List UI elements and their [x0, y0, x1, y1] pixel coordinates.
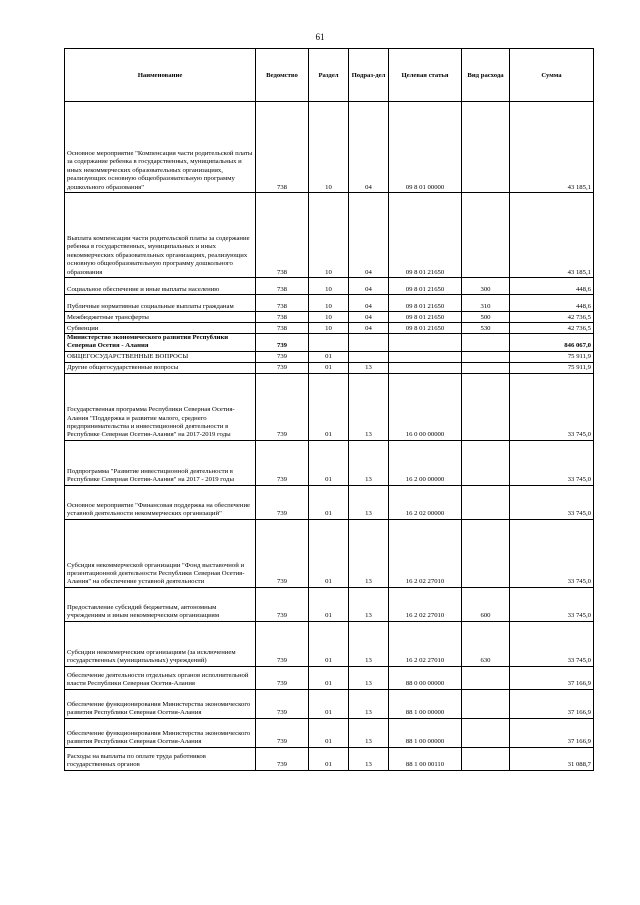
table-cell-expense-type: [462, 373, 510, 440]
table-cell-amount: 37 166,9: [510, 718, 594, 747]
header-dept: Ведомство: [256, 49, 309, 102]
table-row: [65, 519, 594, 587]
page-number: 61: [315, 32, 325, 42]
table-cell-subsection: 04: [349, 323, 389, 334]
table-cell-name: Межбюджетные трансферты: [65, 312, 256, 323]
table-cell-article: 16 2 00 00000: [389, 440, 462, 485]
table-cell-article: 09 8 01 21650: [389, 193, 462, 278]
table-cell-section: 01: [309, 747, 349, 770]
table-cell-name: Субвенции: [65, 323, 256, 334]
table-cell-section: 01: [309, 440, 349, 485]
table-cell-subsection: [349, 334, 389, 352]
table-cell-expense-type: 300: [462, 278, 510, 295]
table-cell-section: 01: [309, 362, 349, 373]
table-cell-expense-type: 530: [462, 323, 510, 334]
table-cell-dept: 739: [256, 621, 309, 666]
table-cell-dept: 739: [256, 689, 309, 718]
table-cell-amount: 43 185,1: [510, 102, 594, 193]
table-row: [65, 747, 594, 770]
table-cell-amount: 33 745,0: [510, 373, 594, 440]
table-cell-name: Обеспечение деятельности отдельных органов исполнительной власти Республики Северная Осетия-Алания: [65, 666, 256, 689]
table-cell-dept: 739: [256, 334, 309, 352]
table-cell-section: 01: [309, 718, 349, 747]
table-cell-expense-type: [462, 440, 510, 485]
table-cell-name: Другие общегосударственные вопросы: [65, 362, 256, 373]
table-cell-amount: 37 166,9: [510, 666, 594, 689]
table-cell-amount: 37 166,9: [510, 689, 594, 718]
table-cell-article: 16 2 02 27010: [389, 621, 462, 666]
table-cell-name: ОБЩЕГОСУДАРСТВЕННЫЕ ВОПРОСЫ: [65, 351, 256, 362]
table-row: [65, 362, 594, 373]
table-cell-article: 09 8 01 21650: [389, 312, 462, 323]
table-cell-expense-type: [462, 747, 510, 770]
table-row: [65, 587, 594, 621]
table-cell-article: [389, 351, 462, 362]
table-cell-expense-type: [462, 485, 510, 519]
table-cell-section: 01: [309, 351, 349, 362]
table-cell-section: 01: [309, 666, 349, 689]
table-row: [65, 689, 594, 718]
table-cell-name: Обеспечение функционирования Министерства экономического развития Республики Северная Осетия-Алания: [65, 689, 256, 718]
table-row: [65, 193, 594, 278]
header-expense-type: Вид расхода: [462, 49, 510, 102]
table-header-row: [65, 49, 594, 102]
table-cell-amount: 33 745,0: [510, 587, 594, 621]
table-row: [65, 485, 594, 519]
table-row: [65, 334, 594, 352]
table-cell-name: Расходы на выплаты по оплате труда работников государственных органов: [65, 747, 256, 770]
table-cell-article: 16 2 02 00000: [389, 485, 462, 519]
table-cell-dept: 739: [256, 718, 309, 747]
table-cell-subsection: 04: [349, 193, 389, 278]
budget-table: [64, 48, 594, 771]
table-cell-expense-type: 630: [462, 621, 510, 666]
table-cell-dept: 739: [256, 362, 309, 373]
table-cell-section: 01: [309, 587, 349, 621]
table-cell-name: Основное мероприятие "Компенсация части родительской платы за содержание ребенка в государственных, муниципальных и иных некоммерческих образовательных организациях, реализующих основную общеобразовательную программу дошкольного образования": [65, 102, 256, 193]
table-cell-expense-type: [462, 519, 510, 587]
table-cell-amount: 75 911,9: [510, 362, 594, 373]
table-cell-section: 01: [309, 689, 349, 718]
table-row: [65, 373, 594, 440]
table-cell-article: 16 0 00 00000: [389, 373, 462, 440]
header-name: Наименование: [65, 49, 256, 102]
table-cell-article: 16 2 02 27010: [389, 519, 462, 587]
table-cell-subsection: 13: [349, 485, 389, 519]
table-row: [65, 312, 594, 323]
table-cell-amount: 33 745,0: [510, 621, 594, 666]
table-cell-dept: 738: [256, 312, 309, 323]
table-cell-expense-type: [462, 102, 510, 193]
table-cell-subsection: 13: [349, 621, 389, 666]
table-cell-name: Обеспечение функционирования Министерства экономического развития Республики Северная Осетия-Алания: [65, 718, 256, 747]
table-cell-section: 10: [309, 102, 349, 193]
table-cell-article: 09 8 01 21650: [389, 295, 462, 312]
table-cell-subsection: 04: [349, 278, 389, 295]
table-cell-section: 01: [309, 373, 349, 440]
table-cell-dept: 739: [256, 519, 309, 587]
table-cell-section: 10: [309, 323, 349, 334]
table-cell-amount: 33 745,0: [510, 440, 594, 485]
table-cell-dept: 738: [256, 102, 309, 193]
table-cell-subsection: 13: [349, 362, 389, 373]
table-cell-article: 88 0 00 00000: [389, 666, 462, 689]
table-cell-section: 10: [309, 278, 349, 295]
table-cell-name: Выплата компенсации части родительской платы за содержание ребенка в государственных, муниципальных и иных некоммерческих образовательных организациях, реализующих основную общеобразовательную программу дошкольного образования: [65, 193, 256, 278]
table-cell-name: Социальное обеспечение и иные выплаты населению: [65, 278, 256, 295]
header-subsection: Подраз-дел: [349, 49, 389, 102]
table-cell-expense-type: [462, 718, 510, 747]
table-cell-article: [389, 334, 462, 352]
table-cell-name: Министерство экономического развития Республики Северная Осетия - Алания: [65, 334, 256, 352]
table-cell-name: Государственная программа Республики Северная Осетия-Алания "Поддержка и развитие малого, среднего предпринимательства и инвестиционной деятельности в Республике Северная Осетия-Алания" на 2017-2019 годы: [65, 373, 256, 440]
table-cell-section: 10: [309, 193, 349, 278]
table-cell-dept: 739: [256, 351, 309, 362]
table-row: [65, 295, 594, 312]
table-cell-article: 09 8 01 21650: [389, 323, 462, 334]
table-cell-subsection: 13: [349, 718, 389, 747]
table-cell-subsection: 13: [349, 747, 389, 770]
table-cell-name: Подпрограмма "Развитие инвестиционной деятельности в Республике Северная Осетия-Алания" на 2017 - 2019 годы: [65, 440, 256, 485]
table-cell-expense-type: [462, 351, 510, 362]
table-cell-section: [309, 334, 349, 352]
table-cell-dept: 739: [256, 440, 309, 485]
table-cell-expense-type: [462, 334, 510, 352]
table-cell-subsection: 04: [349, 102, 389, 193]
table-cell-amount: 448,6: [510, 278, 594, 295]
table-cell-section: 01: [309, 485, 349, 519]
table-cell-amount: 43 185,1: [510, 193, 594, 278]
table-cell-section: 01: [309, 621, 349, 666]
table-cell-amount: 42 736,5: [510, 312, 594, 323]
table-cell-amount: 42 736,5: [510, 323, 594, 334]
table-cell-article: 88 1 00 00000: [389, 718, 462, 747]
table-row: [65, 351, 594, 362]
table-cell-subsection: 13: [349, 666, 389, 689]
table-cell-article: 88 1 00 00000: [389, 689, 462, 718]
table-row: [65, 440, 594, 485]
table-cell-expense-type: [462, 193, 510, 278]
table-cell-article: 16 2 02 27010: [389, 587, 462, 621]
table-cell-subsection: 13: [349, 689, 389, 718]
table-cell-subsection: 13: [349, 440, 389, 485]
table-cell-amount: 31 088,7: [510, 747, 594, 770]
table-cell-section: 01: [309, 519, 349, 587]
table-cell-name: Субсидия некоммерческой организации "Фонд выставочной и презентационной деятельности Республики Северная Осетия-Алания" на обеспечение уставной деятельности: [65, 519, 256, 587]
table-cell-subsection: 13: [349, 587, 389, 621]
table-cell-amount: 75 911,9: [510, 351, 594, 362]
table-row: [65, 666, 594, 689]
table-cell-amount: 846 067,0: [510, 334, 594, 352]
table-cell-name: Предоставление субсидий бюджетным, автономным учреждениям и иным некоммерческим организациям: [65, 587, 256, 621]
table-cell-section: 10: [309, 312, 349, 323]
table-cell-dept: 739: [256, 666, 309, 689]
table-cell-dept: 739: [256, 587, 309, 621]
table-cell-amount: 448,6: [510, 295, 594, 312]
table-cell-subsection: [349, 351, 389, 362]
table-cell-dept: 739: [256, 485, 309, 519]
table-cell-amount: 33 745,0: [510, 519, 594, 587]
table-cell-subsection: 04: [349, 312, 389, 323]
table-cell-dept: 738: [256, 323, 309, 334]
table-cell-subsection: 13: [349, 373, 389, 440]
header-article: Целевая статья: [389, 49, 462, 102]
table-cell-dept: 738: [256, 295, 309, 312]
table-cell-dept: 738: [256, 278, 309, 295]
table-cell-amount: 33 745,0: [510, 485, 594, 519]
table-cell-expense-type: [462, 362, 510, 373]
table-cell-expense-type: 310: [462, 295, 510, 312]
table-row: [65, 621, 594, 666]
table-cell-expense-type: [462, 666, 510, 689]
table-cell-dept: 739: [256, 747, 309, 770]
table-cell-article: [389, 362, 462, 373]
table-cell-expense-type: 500: [462, 312, 510, 323]
table-cell-subsection: 04: [349, 295, 389, 312]
table-row: [65, 718, 594, 747]
table-row: [65, 278, 594, 295]
table-cell-dept: 738: [256, 193, 309, 278]
table-cell-expense-type: [462, 689, 510, 718]
table-row: [65, 323, 594, 334]
table-body: [65, 102, 594, 771]
table-cell-article: 09 8 01 21650: [389, 278, 462, 295]
table-cell-name: Публичные нормативные социальные выплаты гражданам: [65, 295, 256, 312]
table-cell-name: Основное мероприятие "Финансовая поддержка на обеспечение уставной деятельности некоммерческих организаций": [65, 485, 256, 519]
header-amount: Сумма: [510, 49, 594, 102]
table-row: [65, 102, 594, 193]
table-cell-dept: 739: [256, 373, 309, 440]
table-cell-subsection: 13: [349, 519, 389, 587]
table-cell-article: 88 1 00 00110: [389, 747, 462, 770]
table-cell-article: 09 8 01 00000: [389, 102, 462, 193]
table-cell-section: 10: [309, 295, 349, 312]
table-cell-expense-type: 600: [462, 587, 510, 621]
header-section: Раздел: [309, 49, 349, 102]
table-cell-name: Субсидии некоммерческим организациям (за исключением государственных (муниципальных) учреждений): [65, 621, 256, 666]
